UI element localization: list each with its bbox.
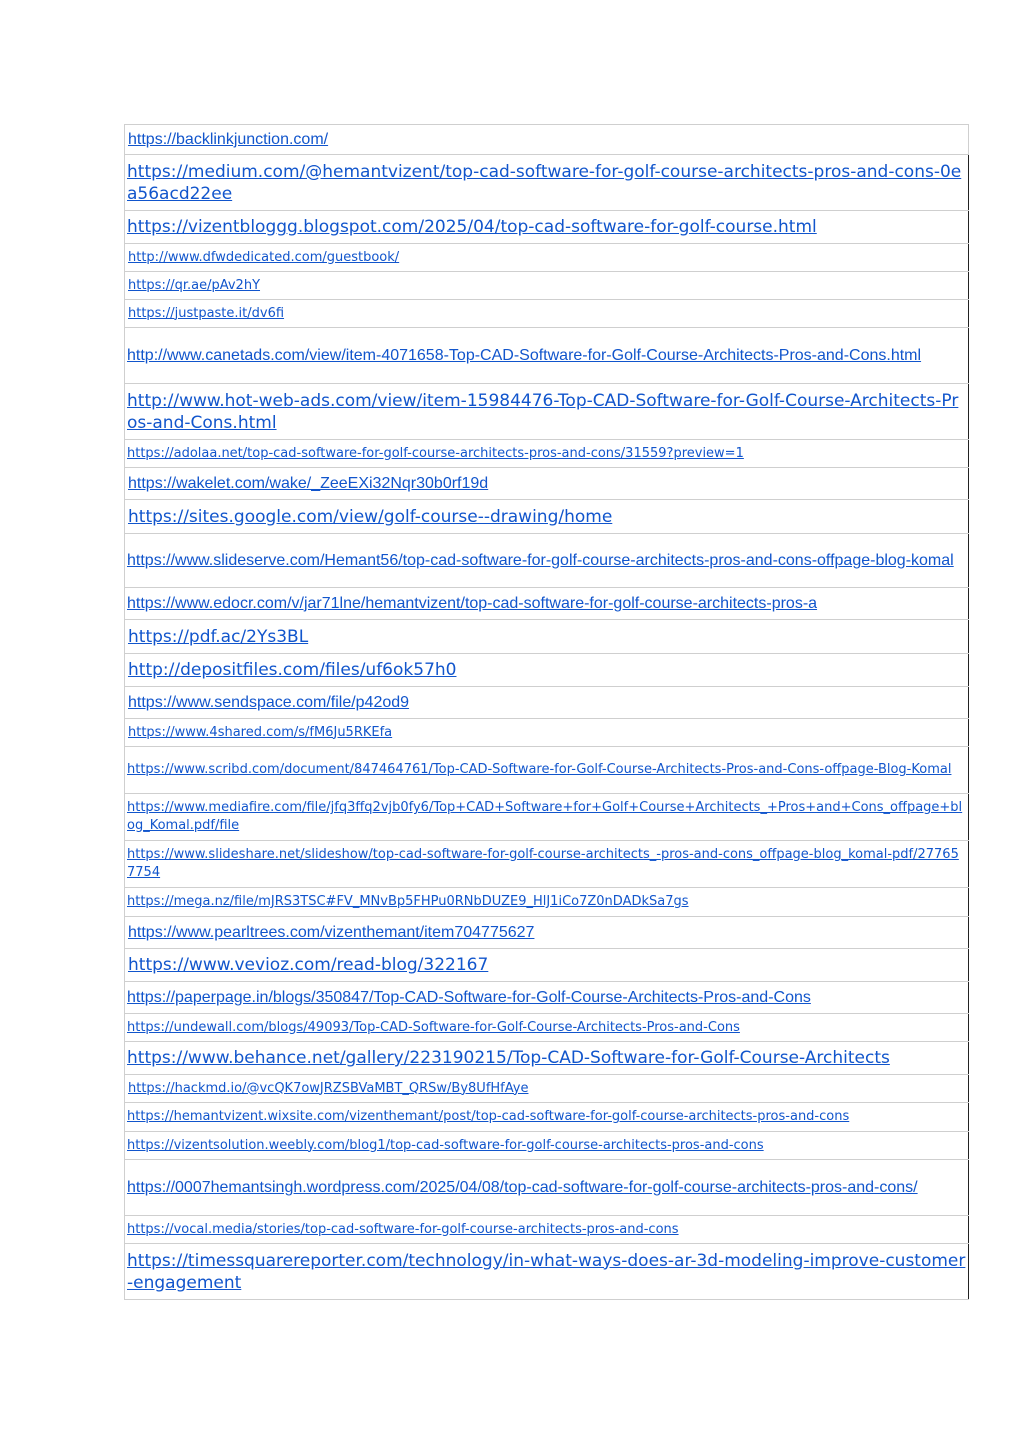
table-cell xyxy=(125,687,969,719)
link[interactable]: https://hackmd.io/@vcQK7owJRZSBVaMBT_QRSw/By8UfHfAye xyxy=(128,1080,529,1096)
link[interactable]: https://www.edocr.com/v/jar71lne/hemantvizent/top-cad-software-for-golf-course-architects-pros-a xyxy=(127,594,818,612)
link[interactable]: https://undewall.com/blogs/49093/Top-CAD-Software-for-Golf-Course-Architects-Pros-and-Cons xyxy=(127,1019,740,1035)
link[interactable]: https://vocal.media/stories/top-cad-software-for-golf-course-architects-pros-and-cons xyxy=(127,1221,679,1237)
link[interactable]: https://www.sendspace.com/file/p42od9 xyxy=(128,693,410,711)
table-row xyxy=(125,468,969,500)
link[interactable]: https://justpaste.it/dv6fi xyxy=(128,305,285,321)
table-row xyxy=(125,917,969,949)
table-cell xyxy=(125,440,969,468)
table-row xyxy=(125,1042,969,1075)
table-cell xyxy=(125,1014,969,1042)
table-cell xyxy=(125,747,969,794)
table-cell xyxy=(125,244,969,272)
table-cell xyxy=(125,1244,969,1300)
link[interactable]: https://www.vevioz.com/read-blog/322167 xyxy=(128,955,489,975)
table-row xyxy=(125,1075,969,1103)
table-row xyxy=(125,1160,969,1216)
table-cell xyxy=(125,500,969,534)
link[interactable]: https://www.4shared.com/s/fM6Ju5RKEfa xyxy=(128,724,393,740)
link[interactable]: https://www.pearltrees.com/vizenthemant/item704775627 xyxy=(128,923,535,941)
table-row xyxy=(125,1103,969,1132)
table-row xyxy=(125,328,969,384)
table-cell xyxy=(125,841,969,888)
table-row xyxy=(125,949,969,982)
table-cell xyxy=(125,211,969,244)
link[interactable]: https://mega.nz/file/mJRS3TSC#FV_MNvBp5FHPu0RNbDUZE9_HlJ1iCo7Z0nDADkSa7gs xyxy=(127,894,689,909)
table-row xyxy=(125,620,969,654)
table-cell xyxy=(125,949,969,982)
table-cell xyxy=(125,620,969,654)
table-cell xyxy=(125,272,969,300)
table-row xyxy=(125,888,969,917)
table-row xyxy=(125,841,969,888)
table-row xyxy=(125,300,969,328)
table-row xyxy=(125,384,969,440)
table-cell xyxy=(125,917,969,949)
table-cell xyxy=(125,534,969,588)
table-row xyxy=(125,794,969,841)
table-row xyxy=(125,687,969,719)
table-cell xyxy=(125,588,969,620)
table-cell xyxy=(125,125,969,155)
table-cell xyxy=(125,1103,969,1132)
link[interactable]: https://hemantvizent.wixsite.com/vizenthemant/post/top-cad-software-for-golf-course-architects-pros-and-cons xyxy=(127,1109,850,1124)
table-cell xyxy=(125,1216,969,1244)
table-cell xyxy=(125,1075,969,1103)
table-row xyxy=(125,982,969,1014)
table-cell xyxy=(125,468,969,500)
table-cell xyxy=(125,300,969,328)
table-row xyxy=(125,440,969,468)
table-cell xyxy=(125,719,969,747)
link[interactable]: https://pdf.ac/2Ys3BL xyxy=(128,626,309,647)
link[interactable]: https://qr.ae/pAv2hY xyxy=(128,277,261,293)
link[interactable]: https://paperpage.in/blogs/350847/Top-CAD-Software-for-Golf-Course-Architects-Pros-and-Cons xyxy=(127,988,811,1006)
link[interactable]: https://timessquarereporter.com/technology/in-what-ways-does-ar-3d-modeling-improve-customer-engagement xyxy=(127,1250,966,1293)
table-row xyxy=(125,1014,969,1042)
link[interactable]: https://vizentsolution.weebly.com/blog1/top-cad-software-for-golf-course-architects-pros-and-cons xyxy=(127,1137,764,1153)
link[interactable]: http://www.hot-web-ads.com/view/item-15984476-Top-CAD-Software-for-Golf-Course-Architects-Pros-and-Cons.html xyxy=(127,390,959,433)
link-table xyxy=(124,124,969,1300)
link[interactable]: https://www.slideserve.com/Hemant56/top-cad-software-for-golf-course-architects-pros-and-cons-offpage-blog-komal xyxy=(127,551,954,569)
link[interactable]: https://backlinkjunction.com/ xyxy=(128,130,329,148)
link[interactable]: https://vizentbloggg.blogspot.com/2025/04/top-cad-software-for-golf-course.html xyxy=(127,217,817,237)
table-cell xyxy=(125,1042,969,1075)
table-row xyxy=(125,155,969,211)
link[interactable]: https://www.mediafire.com/file/jfq3ffq2vjb0fy6/Top+CAD+Software+for+Golf+Course+Architects_+Pros+and+Cons_offpage+blog_Komal.pdf/file xyxy=(127,800,963,833)
table-row xyxy=(125,1132,969,1160)
table-row xyxy=(125,588,969,620)
link[interactable]: https://www.behance.net/gallery/223190215/Top-CAD-Software-for-Golf-Course-Architects xyxy=(127,1048,890,1068)
table-row xyxy=(125,500,969,534)
link[interactable]: http://depositfiles.com/files/uf6ok57h0 xyxy=(128,660,457,680)
link[interactable]: http://www.dfwdedicated.com/guestbook/ xyxy=(128,249,400,265)
link[interactable]: https://adolaa.net/top-cad-software-for-golf-course-architects-pros-and-cons/31559?preview=1 xyxy=(127,445,744,461)
table-cell xyxy=(125,328,969,384)
table-row xyxy=(125,1216,969,1244)
table-row xyxy=(125,747,969,794)
table-row xyxy=(125,1244,969,1300)
table-row xyxy=(125,719,969,747)
link[interactable]: https://0007hemantsingh.wordpress.com/2025/04/08/top-cad-software-for-golf-course-architects-pros-and-cons/ xyxy=(127,1178,918,1196)
table-cell xyxy=(125,1160,969,1216)
table-cell xyxy=(125,384,969,440)
table-row xyxy=(125,125,969,155)
link[interactable]: http://www.canetads.com/view/item-4071658-Top-CAD-Software-for-Golf-Course-Architects-Pros-and-Cons.html xyxy=(127,346,922,364)
table-cell xyxy=(125,888,969,917)
table-row xyxy=(125,211,969,244)
table-cell xyxy=(125,794,969,841)
link[interactable]: https://www.slideshare.net/slideshow/top-cad-software-for-golf-course-architects_-pros-and-cons_offpage-blog_komal-pdf/277657754 xyxy=(127,847,959,880)
table-cell xyxy=(125,155,969,211)
table-cell xyxy=(125,1132,969,1160)
table-row xyxy=(125,654,969,687)
table-row xyxy=(125,534,969,588)
link[interactable]: https://sites.google.com/view/golf-course--drawing/home xyxy=(128,506,613,527)
table-cell xyxy=(125,982,969,1014)
table-row xyxy=(125,272,969,300)
link[interactable]: https://www.scribd.com/document/847464761/Top-CAD-Software-for-Golf-Course-Architects-Pros-and-Cons-offpage-Blog-Komal xyxy=(127,762,952,777)
table-cell xyxy=(125,654,969,687)
link[interactable]: https://medium.com/@hemantvizent/top-cad-software-for-golf-course-architects-pros-and-cons-0ea56acd22ee xyxy=(127,161,962,204)
table-row xyxy=(125,244,969,272)
link[interactable]: https://wakelet.com/wake/_ZeeEXi32Nqr30b0rf19d xyxy=(128,474,489,492)
